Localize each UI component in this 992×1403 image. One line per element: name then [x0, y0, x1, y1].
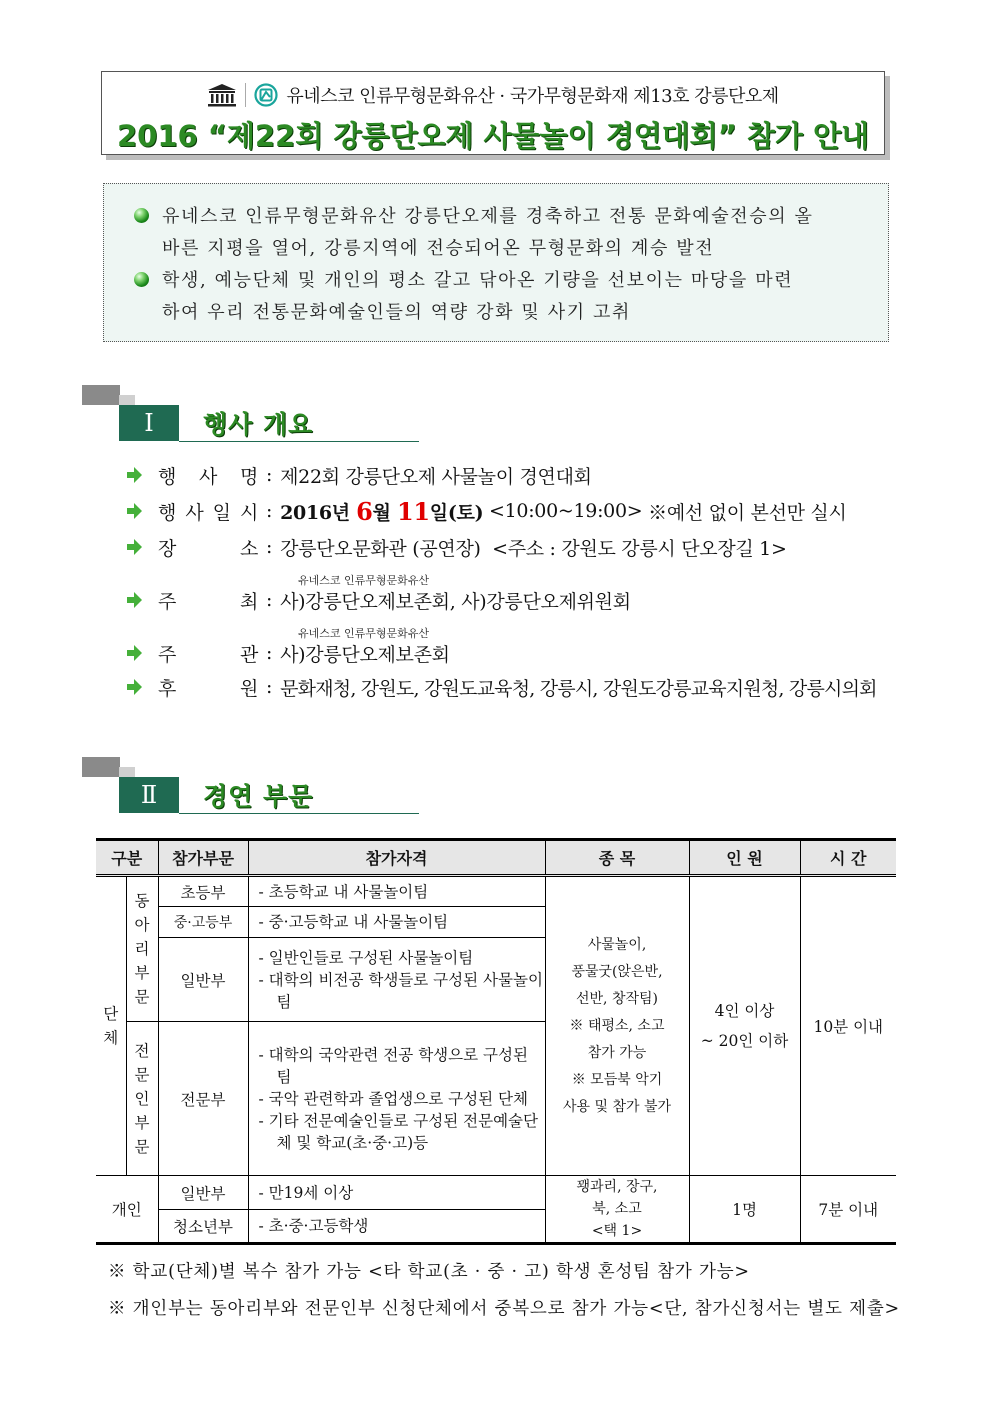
individual-members-cell: 1명 [689, 1176, 800, 1244]
title-box [101, 71, 885, 155]
ruby-annotation: 유네스코 인류무형문화유산 [298, 627, 430, 640]
division-cell: 청소년부 [158, 1210, 248, 1244]
purpose-bullet-1-line-2: 바른 지평을 열어, 강릉지역에 전승되어온 무형문화의 계승 발전 [162, 238, 715, 259]
note-2: ※ 개인부는 동아리부와 전문인부 신청단체에서 중복으로 참가 가능<단, 참가신청서는 별도 제출> [108, 1299, 901, 1319]
section-2-title: 경연 부문 [203, 782, 314, 811]
organizer-value: 사)강릉단오제보존회 [280, 643, 450, 666]
header-category: 구분 [96, 840, 158, 876]
green-arrow-icon [124, 590, 144, 610]
overview-item-organizer: 주 관 : 사)강릉단오제보존회 [124, 639, 450, 667]
group-individual-cell: 개인 [96, 1176, 158, 1244]
section-underline [179, 441, 419, 442]
overview-item-event-datetime: 행 사 일 시 : 2016년 6 월 11 일(토) <10:00~19:00> ※예선 없이 본선만 실시 [124, 497, 847, 525]
qualification-cell: - 대학의 국악관련 전공 학생으로 구성된 팀 - 국악 관련학과 졸업생으로 구성된 단체 - 기타 전문예술인들로 구성된 전문예술단체 및 학교(초·중·고)등 [248, 1022, 545, 1176]
green-ball-bullet-icon [134, 208, 149, 223]
division-cell: 초등부 [158, 876, 248, 907]
division-cell: 일반부 [158, 938, 248, 1022]
division-cell: 중·고등부 [158, 907, 248, 938]
date-month: 6 [356, 496, 373, 526]
green-ball-bullet-icon [134, 272, 149, 287]
sponsor-value: 문화재청, 강원도, 강원도교육청, 강릉시, 강원도강릉교육지원청, 강릉시의회 [280, 677, 877, 700]
purpose-box [103, 183, 889, 342]
division-cell: 일반부 [158, 1176, 248, 1210]
section-decoration [82, 757, 120, 777]
cultural-heritage-admin-icon [254, 83, 278, 107]
section-underline [179, 813, 419, 814]
date-year: 2016년 [280, 501, 357, 524]
item-label: 행 사 일 시 [158, 501, 258, 524]
green-arrow-icon [124, 677, 144, 697]
table-row [96, 1176, 896, 1210]
host-value: 사)강릉단오제보존회, 사)강릉단오제위원회 [280, 590, 631, 613]
green-arrow-icon [124, 643, 144, 663]
table-header-row [96, 840, 896, 876]
event-name-value: 제22회 강릉단오제 사물놀이 경연대회 [280, 465, 592, 488]
item-label: 행 사 명 [158, 465, 258, 488]
logo-divider [245, 83, 246, 107]
venue-value: 강릉단오문화관 (공연장) <주소 : 강원도 강릉시 단오장길 1> [280, 537, 787, 560]
qualification-cell: - 중·고등학교 내 사물놀이팀 [248, 907, 545, 938]
item-label: 장 소 [158, 537, 258, 560]
overview-item-venue: 장 소 : 강릉단오문화관 (공연장) <주소 : 강원도 강릉시 단오장길 1> [124, 533, 787, 561]
overview-item-host: 주 최 : 사)강릉단오제보존회, 사)강릉단오제위원회 [124, 586, 631, 614]
green-arrow-icon [124, 537, 144, 557]
green-arrow-icon [124, 465, 144, 485]
group-team-cell: 단 체 [96, 876, 126, 1176]
division-cell: 전문부 [158, 1022, 248, 1176]
section-decoration [119, 767, 135, 777]
header-event: 종 목 [545, 840, 689, 876]
qualification-cell: - 초등학교 내 사물놀이팀 [248, 876, 545, 907]
item-label: 주 최 [158, 590, 258, 613]
note-1: ※ 학교(단체)별 복수 참가 가능 <타 학교(초 · 중 · 고) 학생 혼성팀 참가 가능> [108, 1262, 750, 1282]
date-month-unit: 월 [372, 501, 397, 524]
club-category-cell: 동 아 리 부 문 [126, 876, 158, 1022]
date-day-unit: 일(토) [429, 501, 484, 524]
overview-item-event-name: 행 사 명 : 제22회 강릉단오제 사물놀이 경연대회 [124, 461, 592, 489]
header-members: 인 원 [689, 840, 800, 876]
qualification-cell: - 초·중·고등학생 [248, 1210, 545, 1244]
section-1-number: Ⅰ [119, 405, 179, 441]
event-time: <10:00~19:00> [483, 500, 649, 522]
individual-events-cell: 꽹과리, 장구, 북, 소고 <택 1> [545, 1176, 689, 1244]
header-time: 시 간 [800, 840, 896, 876]
event-title: 2016 “제22회 강릉단오제 사물놀이 경연대회” 참가 안내 [116, 119, 870, 153]
section-decoration [82, 385, 120, 405]
overview-item-sponsor: 후 원 : 문화재청, 강원도, 강원도교육청, 강릉시, 강원도강릉교육지원청, 강릉시의회 [124, 673, 877, 701]
title-subtitle-row [102, 82, 884, 108]
green-arrow-icon [124, 501, 144, 521]
item-label: 주 관 [158, 643, 258, 666]
unesco-temple-icon [207, 83, 237, 107]
pro-category-cell: 전 문 인 부 문 [126, 1022, 158, 1176]
table-row [96, 876, 896, 907]
header-qualification: 참가자격 [248, 840, 545, 876]
date-day: 11 [396, 496, 430, 526]
qualification-cell: - 만19세 이상 [248, 1176, 545, 1210]
event-note: ※예선 없이 본선만 실시 [648, 501, 847, 524]
team-members-cell: 4인 이상 ~ 20인 이하 [689, 876, 800, 1176]
purpose-bullet-2-line-2: 하여 우리 전통문화예술인들의 역량 강화 및 사기 고취 [162, 302, 631, 323]
section-decoration [119, 395, 135, 405]
ruby-annotation: 유네스코 인류무형문화유산 [298, 574, 430, 587]
individual-time-cell: 7분 이내 [800, 1176, 896, 1244]
section-2-number: Ⅱ [119, 777, 179, 813]
section-1-title: 행사 개요 [203, 410, 314, 439]
purpose-bullet-1-line-1: 유네스코 인류무형문화유산 강릉단오제를 경축하고 전통 문화예술전승의 올 [162, 206, 814, 227]
competition-table [96, 838, 896, 1245]
qualification-cell: - 일반인들로 구성된 사물놀이팀 - 대학의 비전공 학생들로 구성된 사물놀이 팀 [248, 938, 545, 1022]
team-events-cell: 사물놀이, 풍물굿(앉은반, 선반, 창작팀) ※ 태평소, 소고 참가 가능 ※ 모듬북 악기 사용 및 참가 불가 [545, 876, 689, 1176]
purpose-bullet-2-line-1: 학생, 예능단체 및 개인의 평소 갈고 닦아온 기량을 선보이는 마당을 마련 [162, 270, 794, 291]
event-subtitle: 유네스코 인류무형문화유산 · 국가무형문화재 제13호 강릉단오제 [286, 86, 779, 107]
item-label: 후 원 [158, 677, 258, 700]
header-division: 참가부문 [158, 840, 248, 876]
team-time-cell: 10분 이내 [800, 876, 896, 1176]
